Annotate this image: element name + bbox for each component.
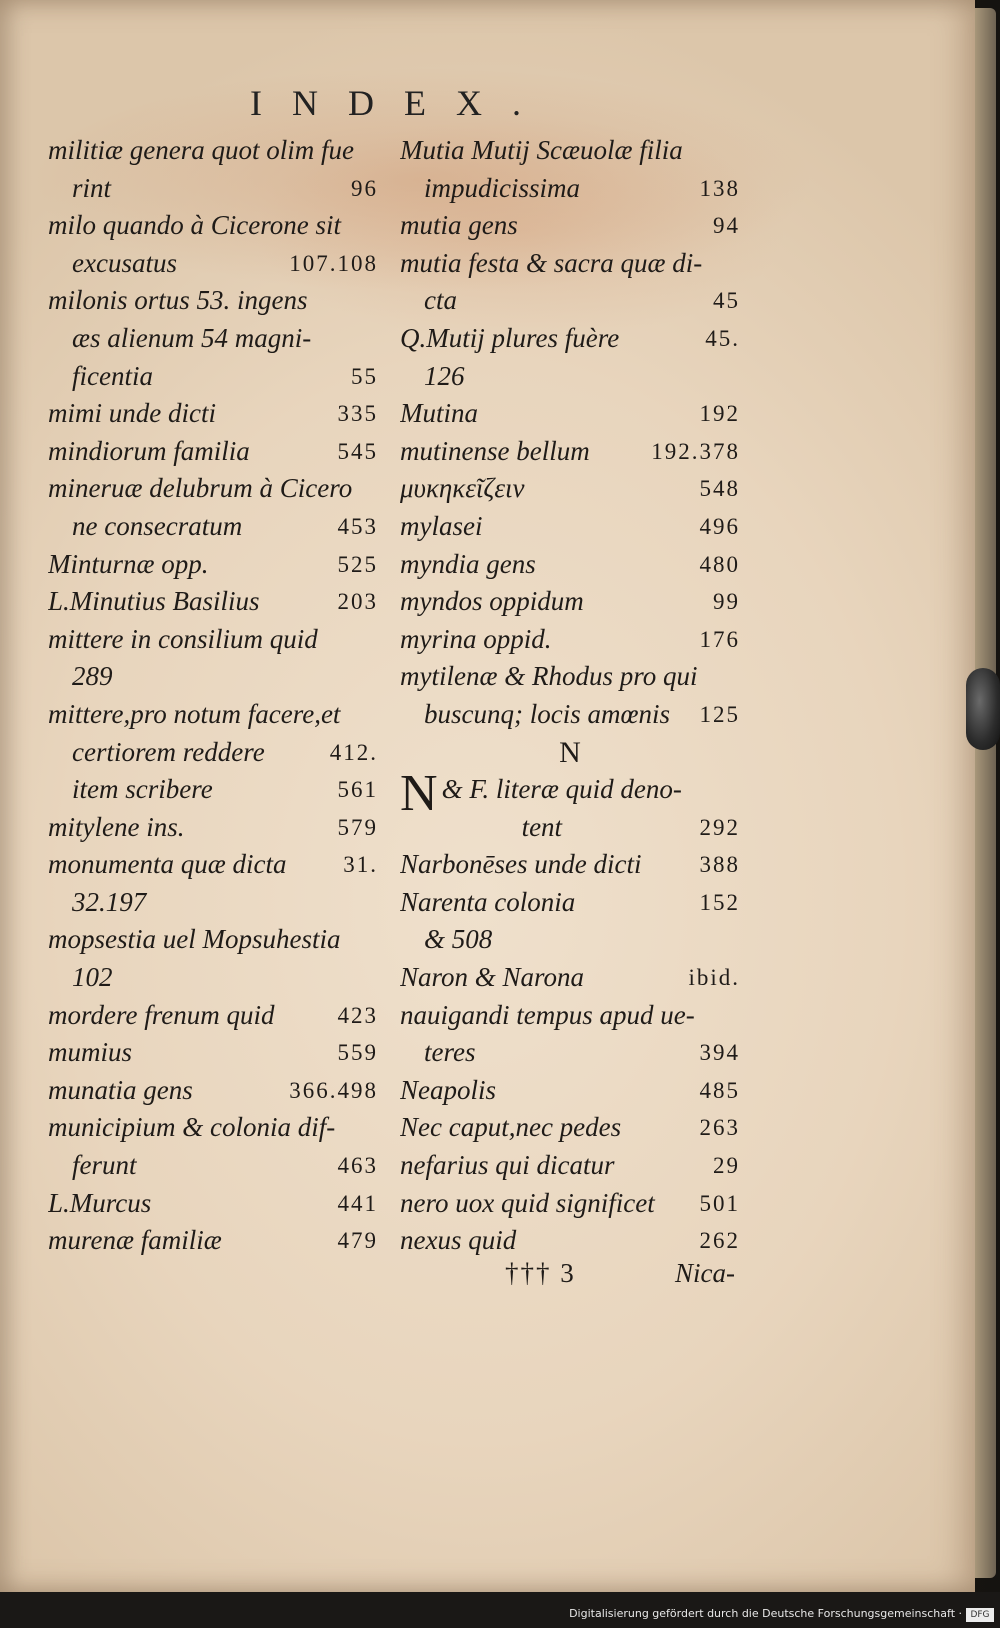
index-entry (400, 207, 740, 245)
page-number: 545 (337, 438, 378, 464)
index-column-right (400, 132, 740, 1260)
index-entry (400, 546, 740, 584)
drop-capital: N (400, 765, 438, 823)
index-entry-text: 289 (72, 661, 113, 692)
index-entry-text: mineruæ delubrum à Cicero (48, 473, 353, 504)
index-entry (48, 1072, 378, 1110)
page-number: 138 (699, 175, 740, 201)
index-entry-text: murenæ familiæ (48, 1225, 222, 1256)
index-entry-text: mimi unde dicti (48, 398, 216, 429)
index-entry (48, 809, 378, 847)
index-entry (400, 1222, 740, 1260)
index-entry (400, 583, 740, 621)
index-entry-text: ne consecratum (72, 510, 243, 541)
index-entry (48, 433, 378, 471)
page-number: 479 (337, 1228, 378, 1254)
section-heading-n: N (559, 735, 581, 769)
page-number: 335 (337, 401, 378, 427)
footer-bar (0, 1592, 1000, 1628)
page-number: 55 (351, 363, 378, 389)
index-entry-text: mittere in consilium quid (48, 623, 318, 654)
index-entry-text: impudicissima (424, 172, 581, 203)
index-entry (400, 658, 740, 733)
index-entry (400, 884, 740, 959)
index-entry (400, 1072, 740, 1110)
index-entry-text: excusatus (72, 247, 177, 278)
index-column-left (48, 132, 378, 1260)
index-entry-text: Narbonēses unde dicti (400, 849, 642, 880)
page-number: 45 (713, 288, 740, 314)
page-header-title: INDEX. (250, 83, 551, 123)
index-entry-text: nero uox quid significet (400, 1187, 655, 1218)
index-entry-text: 32.197 (72, 886, 147, 917)
page-number: 548 (699, 476, 740, 502)
index-entry (400, 508, 740, 546)
index-entry-text: myrina oppid. (400, 623, 552, 654)
index-entry-text: Q.Mutij plures fuère (400, 322, 620, 353)
index-entry-text: Neapolis (400, 1074, 497, 1105)
index-entry-text: mindiorum familia (48, 435, 250, 466)
index-entry-text: municipium & colonia dif- (48, 1112, 336, 1143)
index-entry-text: myndos oppidum (400, 586, 584, 617)
signature-mark: ††† 3 (505, 1258, 576, 1288)
index-entry-text: certiorem reddere (72, 736, 265, 767)
index-entry-text: milonis ortus 53. ingens (48, 285, 308, 316)
index-entry (400, 132, 740, 207)
index-entry-text: L.Murcus (48, 1187, 152, 1218)
page-number: 292 (699, 814, 740, 840)
index-entry (400, 433, 740, 471)
index-entry-text: 126 (424, 360, 465, 391)
index-entry-text: Minturnæ opp. (48, 548, 209, 579)
index-entry (400, 1185, 740, 1223)
index-entry-text: mitylene ins. (48, 811, 185, 842)
page-number: 463 (337, 1153, 378, 1179)
index-entry-text: mordere frenum quid (48, 999, 275, 1030)
page-number: 388 (699, 852, 740, 878)
page-number: ibid. (688, 965, 740, 991)
index-entry-text: Nec caput,nec pedes (400, 1112, 622, 1143)
page-number: 94 (713, 213, 740, 239)
book-clasp (966, 668, 1000, 750)
index-entry-text: Naron & Narona (400, 962, 585, 993)
page-number: 176 (699, 626, 740, 652)
index-entry (48, 1034, 378, 1072)
index-entry-text: Narenta colonia (400, 886, 576, 917)
index-entry (48, 583, 378, 621)
index-entry (48, 1109, 378, 1184)
page-number: 96 (351, 175, 378, 201)
index-entry-text: nefarius qui dicatur (400, 1150, 615, 1181)
catchword: Nica- (675, 1258, 735, 1288)
index-entry-text: militiæ genera quot olim fue (48, 135, 354, 165)
page-number: 99 (713, 589, 740, 615)
page-number: 45. (705, 325, 740, 351)
index-entry (48, 395, 378, 433)
index-entry (400, 765, 740, 846)
index-entry-text: mopsestia uel Mopsuhestia (48, 924, 341, 955)
index-entry (48, 997, 378, 1035)
index-entry-text: tent (521, 811, 563, 842)
page-number: 525 (337, 551, 378, 577)
index-entry-text: æs alienum 54 magni- (72, 322, 312, 353)
page-number: 480 (699, 551, 740, 577)
index-entry-text: ficentia (72, 360, 153, 391)
index-entry (48, 621, 378, 696)
page-number: 29 (713, 1153, 740, 1179)
index-entry (400, 470, 740, 508)
page-number: 192.378 (651, 438, 740, 464)
page-number: 203 (337, 589, 378, 615)
page-number: 561 (337, 777, 378, 803)
page-number: 263 (699, 1115, 740, 1141)
index-entry-text: teres (424, 1037, 476, 1068)
dfg-logo: DFG (966, 1608, 994, 1622)
page-number: 107.108 (289, 250, 378, 276)
index-entry (400, 245, 740, 320)
index-entry (48, 696, 378, 771)
index-entry (48, 1185, 378, 1223)
index-entry (400, 846, 740, 884)
footer-credit: Digitalisierung gefördert durch die Deutsche Forschungsgemeinschaft · (569, 1607, 962, 1620)
index-entry-text: mutinense bellum (400, 435, 590, 466)
index-entry (48, 1222, 378, 1260)
index-entry (400, 395, 740, 433)
index-entry (48, 207, 378, 282)
index-entry-text: 102 (72, 962, 113, 993)
index-entry-text: nauigandi tempus apud ue- (400, 999, 695, 1030)
index-entry (400, 997, 740, 1072)
index-entry-text: & 508 (424, 924, 493, 955)
index-entry (48, 771, 378, 809)
page-number: 423 (337, 1002, 378, 1028)
index-entry-text: munatia gens (48, 1074, 193, 1105)
index-entry (400, 959, 740, 997)
index-entry-text: ferunt (72, 1150, 137, 1181)
index-entry-text: & F. literæ quid deno- (441, 774, 682, 805)
page-number: 579 (337, 814, 378, 840)
index-entry (400, 1109, 740, 1147)
index-entry-text: mutia gens (400, 210, 518, 241)
index-entry-text: mylasei (400, 510, 483, 541)
index-entry (48, 132, 378, 207)
page-number: 125 (699, 701, 740, 727)
page-number: 559 (337, 1040, 378, 1066)
page-number: 152 (699, 889, 740, 915)
page-number: 412. (329, 739, 378, 765)
index-entry (48, 921, 378, 996)
index-entry-text: L.Minutius Basilius (48, 586, 260, 617)
page-number: 192 (699, 401, 740, 427)
index-entry-text: Mutia Mutij Scæuolæ filia (400, 135, 683, 165)
index-entry-text: rint (72, 172, 112, 203)
index-entry-text: item scribere (72, 774, 213, 805)
index-entry-text: myndia gens (400, 548, 536, 579)
page-number: 496 (699, 513, 740, 539)
index-entry (48, 470, 378, 545)
index-entry (400, 320, 740, 395)
index-entry (400, 621, 740, 659)
index-entry (48, 546, 378, 584)
index-entry-text: μυκηκεῖζειν (400, 473, 525, 504)
page-number: 441 (337, 1190, 378, 1216)
page-number: 453 (337, 513, 378, 539)
index-entry (48, 282, 378, 395)
index-entry-text: milo quando à Cicerone sit (48, 210, 341, 241)
index-entry-text: monumenta quæ dicta (48, 849, 287, 880)
index-entry-text: Mutina (400, 398, 478, 429)
index-entry (48, 846, 378, 921)
index-entry-text: mytilenæ & Rhodus pro qui (400, 661, 698, 692)
page-number: 485 (699, 1077, 740, 1103)
index-entry-text: mumius (48, 1037, 133, 1068)
page-number: 366.498 (289, 1077, 378, 1103)
page-number: 31. (343, 852, 378, 878)
index-entry-text: mittere,pro notum facere,et (48, 698, 341, 729)
page-number: 394 (699, 1040, 740, 1066)
index-entry-text: buscunq; locis amœnis (424, 698, 670, 729)
index-entry (400, 1147, 740, 1185)
index-entry-text: mutia festa & sacra quæ di- (400, 247, 703, 278)
index-entry-text: nexus quid (400, 1225, 517, 1256)
page-number: 262 (699, 1228, 740, 1254)
page-number: 501 (699, 1190, 740, 1216)
index-entry-text: cta (424, 285, 457, 316)
